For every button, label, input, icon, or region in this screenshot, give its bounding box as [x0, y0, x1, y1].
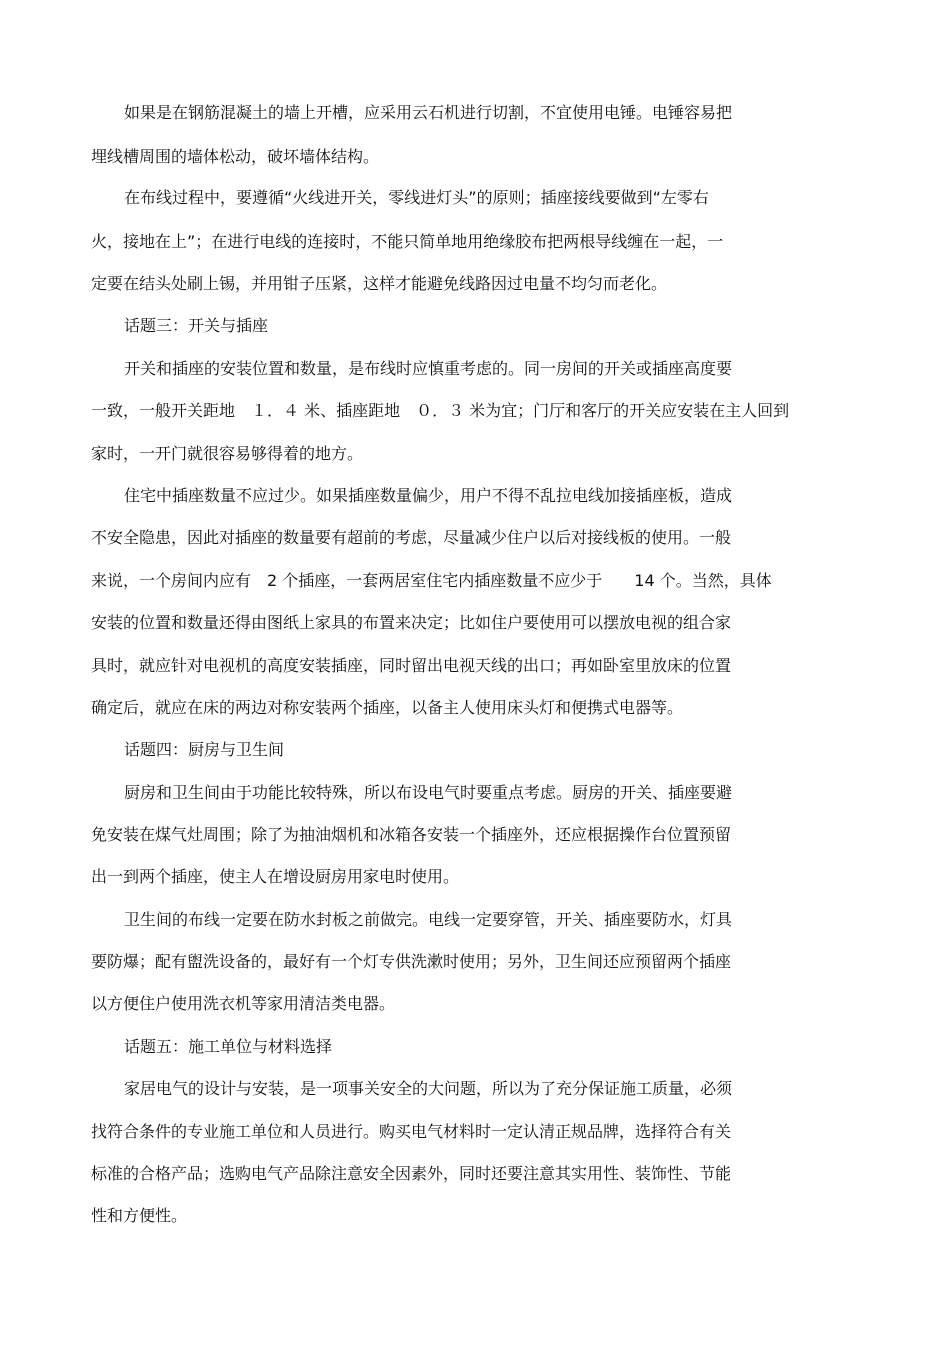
section-heading: 话题四：厨房与卫生间	[124, 740, 285, 759]
text-line: 一致，一般开关距地 １．４ 米、插座距地 ０．３ 米为宜；门厅和客厅的开关应安装在主人回到	[91, 401, 790, 420]
text-line: 住宅中插座数量不应过少。如果插座数量偏少，用户不得不乱拉电线加接插座板，造成	[124, 486, 733, 505]
text-line: 来说，一个房间内应有 2 个插座，一套两居室住宅内插座数量不应少于 14 个。当然，具体	[91, 571, 772, 590]
text-line: 如果是在钢筋混凝土的墙上开槽，应采用云石机进行切割，不宜使用电锤。电锤容易把	[124, 103, 733, 122]
text-line: 安装的位置和数量还得由图纸上家具的布置来决定；比如住户要使用可以摆放电视的组合家	[91, 613, 732, 632]
section-heading: 话题三：开关与插座	[124, 316, 269, 335]
text-line: 性和方便性。	[91, 1206, 188, 1225]
text-line: 以方便住户使用洗衣机等家用清洁类电器。	[91, 994, 396, 1013]
text-line: 标准的合格产品；选购电气产品除注意安全因素外，同时还要注意其实用性、装饰性、节能	[91, 1164, 732, 1183]
text-line: 厨房和卫生间由于功能比较特殊，所以布设电气时要重点考虑。厨房的开关、插座要避	[124, 783, 733, 802]
text-line: 家时，一开门就很容易够得着的地方。	[91, 444, 364, 463]
text-line: 免安装在煤气灶周围；除了为抽油烟机和冰箱各安装一个插座外，还应根据操作台位置预留	[91, 825, 732, 844]
text-line: 埋线槽周围的墙体松动，破坏墙体结构。	[91, 147, 380, 166]
text-line: 具时，就应针对电视机的高度安装插座，同时留出电视天线的出口；再如卧室里放床的位置	[91, 656, 732, 675]
text-line: 出一到两个插座，使主人在增设厨房用家电时使用。	[91, 867, 460, 886]
text-line: 家居电气的设计与安装，是一项事关安全的大问题，所以为了充分保证施工质量，必须	[124, 1079, 733, 1098]
text-line: 卫生间的布线一定要在防水封板之前做完。电线一定要穿管，开关、插座要防水，灯具	[124, 910, 733, 929]
text-line: 火，接地在上”；在进行电线的连接时，不能只简单地用绝缘胶布把两根导线缠在一起，一	[91, 232, 724, 251]
text-line: 找符合条件的专业施工单位和人员进行。购买电气材料时一定认清正规品牌，选择符合有关	[91, 1122, 732, 1141]
text-line: 要防爆；配有盥洗设备的，最好有一个灯专供洗漱时使用；另外，卫生间还应预留两个插座	[91, 952, 732, 971]
text-line: 开关和插座的安装位置和数量，是布线时应慎重考虑的。同一房间的开关或插座高度要	[124, 359, 733, 378]
text-line: 不安全隐患，因此对插座的数量要有超前的考虑，尽量减少住户以后对接线板的使用。一般	[91, 528, 732, 547]
text-line: 确定后，就应在床的两边对称安装两个插座，以备主人使用床头灯和便携式电器等。	[91, 698, 684, 717]
section-heading: 话题五：施工单位与材料选择	[124, 1037, 333, 1056]
text-line: 在布线过程中，要遵循“火线进开关，零线进灯头”的原则；插座接线要做到“左零右	[124, 188, 709, 207]
text-line: 定要在结头处刷上锡，并用钳子压紧，这样才能避免线路因过电量不均匀而老化。	[91, 274, 668, 293]
